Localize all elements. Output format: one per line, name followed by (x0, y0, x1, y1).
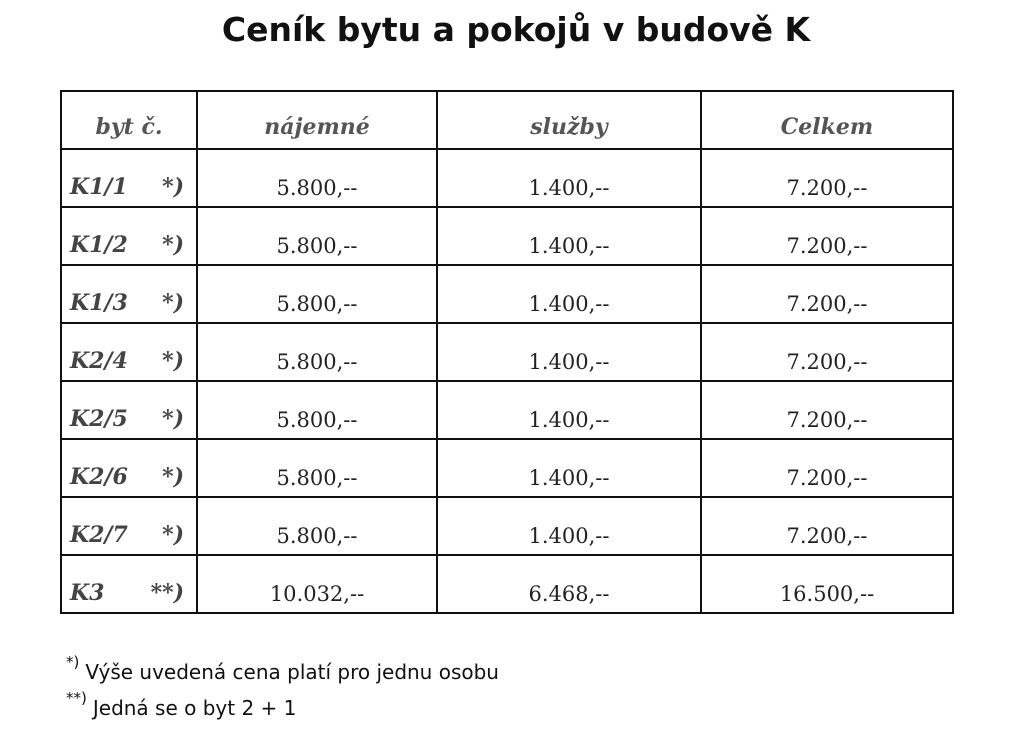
apartment-cell (61, 439, 197, 497)
apartment-id: K2/4 (70, 348, 128, 374)
table-row (61, 381, 953, 439)
services-cell: 1.400,-- (437, 381, 701, 439)
rent-cell: 5.800,-- (197, 265, 437, 323)
table-row (61, 555, 953, 613)
footnote-mark: *) (162, 348, 184, 374)
apartment-cell (61, 381, 197, 439)
apartment-cell (61, 207, 197, 265)
table-row (61, 207, 953, 265)
rent-cell: 10.032,-- (197, 555, 437, 613)
apartment-cell (61, 555, 197, 613)
table-row (61, 149, 953, 207)
column-header-rent: nájemné (197, 91, 437, 149)
rent-cell: 5.800,-- (197, 149, 437, 207)
services-cell: 6.468,-- (437, 555, 701, 613)
apartment-id: K1/3 (70, 290, 128, 316)
rent-cell: 5.800,-- (197, 381, 437, 439)
footnotes (66, 654, 499, 726)
column-header-services: služby (437, 91, 701, 149)
table-row (61, 497, 953, 555)
apartment-cell (61, 497, 197, 555)
rent-cell: 5.800,-- (197, 439, 437, 497)
services-cell: 1.400,-- (437, 439, 701, 497)
apartment-id: K2/7 (70, 522, 128, 548)
rent-cell: 5.800,-- (197, 323, 437, 381)
total-cell: 7.200,-- (701, 323, 953, 381)
services-cell: 1.400,-- (437, 323, 701, 381)
total-cell: 7.200,-- (701, 149, 953, 207)
apartment-id: K3 (70, 580, 105, 606)
total-cell: 7.200,-- (701, 207, 953, 265)
table-header-row (61, 91, 953, 149)
footnote-mark: *) (162, 522, 184, 548)
rent-cell: 5.800,-- (197, 207, 437, 265)
apartment-id: K1/2 (70, 232, 128, 258)
apartment-id: K1/1 (70, 174, 128, 200)
footnote-mark: *) (162, 290, 184, 316)
total-cell: 16.500,-- (701, 555, 953, 613)
footnote-text: Výše uvedená cena platí pro jednu osobu (85, 660, 499, 684)
apartment-id: K2/6 (70, 464, 128, 490)
services-cell: 1.400,-- (437, 497, 701, 555)
column-header-total: Celkem (701, 91, 953, 149)
footnote-mark: *) (162, 174, 184, 200)
apartment-cell (61, 265, 197, 323)
footnote-mark: *) (162, 232, 184, 258)
rent-cell: 5.800,-- (197, 497, 437, 555)
price-table (60, 90, 954, 614)
footnote-mark: *) (162, 406, 184, 432)
apartment-cell (61, 323, 197, 381)
footnote-mark: **) (66, 689, 87, 707)
total-cell: 7.200,-- (701, 265, 953, 323)
footnote (66, 690, 499, 726)
services-cell: 1.400,-- (437, 149, 701, 207)
services-cell: 1.400,-- (437, 207, 701, 265)
table-row (61, 265, 953, 323)
apartment-cell (61, 149, 197, 207)
services-cell: 1.400,-- (437, 265, 701, 323)
footnote-text: Jedná se o byt 2 + 1 (92, 696, 297, 720)
page-title: Ceník bytu a pokojů v budově K (221, 10, 811, 49)
footnote-mark: *) (66, 653, 80, 671)
column-header-apartment: byt č. (61, 91, 197, 149)
table-row (61, 323, 953, 381)
apartment-id: K2/5 (70, 406, 128, 432)
footnote-mark: *) (162, 464, 184, 490)
total-cell: 7.200,-- (701, 497, 953, 555)
footnote (66, 654, 499, 690)
footnote-mark: **) (150, 580, 184, 606)
total-cell: 7.200,-- (701, 439, 953, 497)
total-cell: 7.200,-- (701, 381, 953, 439)
table-row (61, 439, 953, 497)
